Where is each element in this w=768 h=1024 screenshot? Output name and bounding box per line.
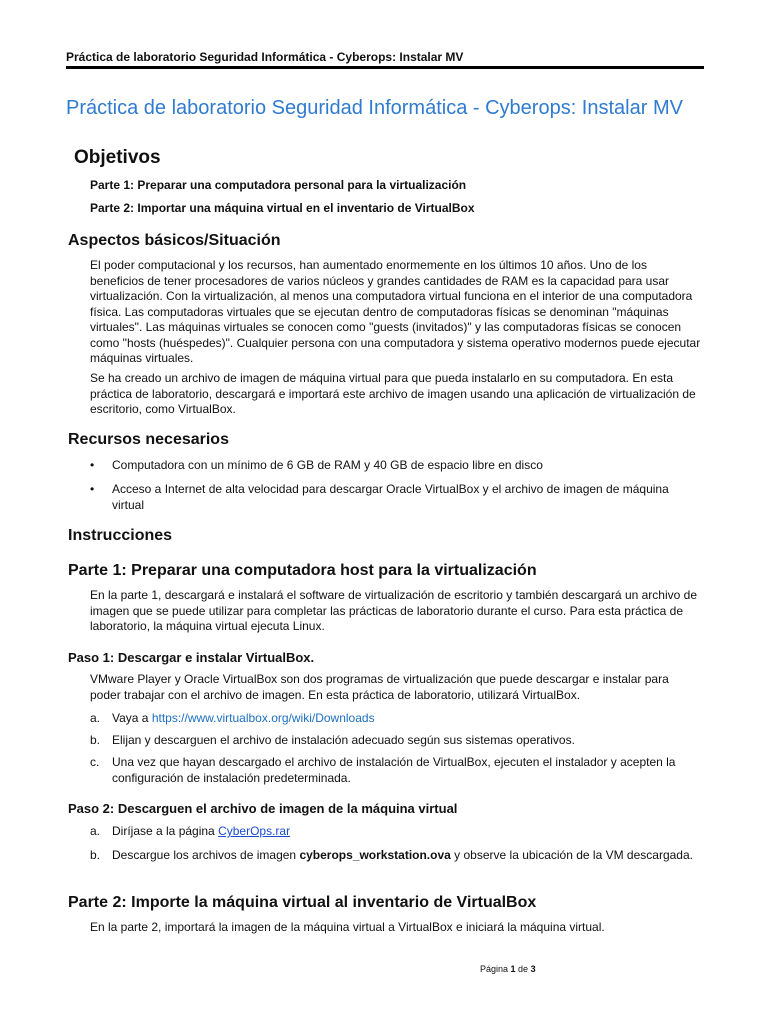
list-marker: a.: [90, 711, 101, 725]
virtualbox-downloads-link[interactable]: https://www.virtualbox.org/wiki/Downloads: [151, 711, 375, 725]
step-2-heading: Paso 2: Descarguen el archivo de imagen de la máquina virtual: [68, 801, 458, 816]
resources-heading: Recursos necesarios: [68, 431, 229, 448]
resource-item-text: Acceso a Internet de alta velocidad para descargar Oracle VirtualBox y el archivo de imagen de máquina virtual: [112, 482, 669, 512]
step-1-intro: VMware Player y Oracle VirtualBox son dos programas de virtualización que puede descargar e instalar para poder trabajar con el archivo de imagen. En esta práctica de laboratorio, utilizará VirtualBox.: [90, 672, 669, 702]
background-paragraph-2: Se ha creado un archivo de imagen de máquina virtual para que pueda instalarlo en su computadora. En esta práctica de laboratorio, descargará e importará este archivo de imagen usando una aplicación de virtualización de escritorio, como VirtualBox.: [90, 371, 696, 416]
ova-filename: cyberops_workstation.ova: [299, 848, 451, 862]
step-1-heading: Paso 1: Descargar e instalar VirtualBox.: [68, 650, 315, 665]
cyberops-rar-link[interactable]: CyberOps.rar: [218, 824, 291, 838]
list-marker: b.: [90, 733, 101, 747]
list-marker: a.: [90, 824, 101, 838]
background-heading: Aspectos básicos/Situación: [68, 232, 281, 249]
instructions-heading: Instrucciones: [68, 527, 173, 544]
total-pages-number: 3: [530, 964, 536, 974]
document-title: Práctica de laboratorio Seguridad Informática - Cyberops: Instalar MV: [66, 97, 683, 119]
step-2-item-b-label: Descargue los archivos de imagen: [112, 848, 300, 862]
resource-item-text: Computadora con un mínimo de 6 GB de RAM y 40 GB de espacio libre en disco: [112, 458, 543, 472]
objective-part-2: Parte 2: Importar una máquina virtual en el inventario de VirtualBox: [90, 201, 475, 215]
objective-part-1: Parte 1: Preparar una computadora personal para la virtualización: [90, 178, 467, 192]
step-2-item-a-text: [112, 824, 702, 840]
part-2-intro: En la parte 2, importará la imagen de la máquina virtual a VirtualBox e iniciará la máquina virtual.: [90, 920, 605, 934]
list-marker: b.: [90, 848, 101, 862]
running-header: Práctica de laboratorio Seguridad Informática - Cyberops: Instalar MV: [66, 50, 464, 64]
part-1-intro: En la parte 1, descargará e instalará el software de virtualización de escritorio y también descargará un archivo de imagen que se puede utilizar para completar las prácticas de laboratorio durante el curso. Para esta práctica de laboratorio, la máquina virtual ejecuta Linux.: [90, 588, 697, 633]
current-page-number: 1: [510, 964, 516, 974]
bullet-icon: •: [90, 458, 95, 472]
background-paragraph-1: El poder computacional y los recursos, han aumentado enormemente en los últimos 10 años. Uno de los beneficios de tener procesadores de varios núcleos y grandes cantidades de RAM es la capacidad para usar virtualización. Con la virtualización, al menos una computadora virtual funciona en el interior de una computadora física. Las computadoras virtuales que se ejecutan dentro de computadoras físicas se denominan "máquinas virtuales". Las máquinas virtuales se conocen como "guests (invitados)" y las computadoras físicas se conocen como "hosts (huéspedes)". Cualquier persona con una computadora y sistema operativo modernos puede ejecutar máquinas virtuales.: [90, 258, 701, 365]
page-footer: [480, 964, 536, 974]
objectives-heading: Objetivos: [74, 147, 161, 168]
header-rule: [66, 66, 704, 69]
part-2-heading: Parte 2: Importe la máquina virtual al inventario de VirtualBox: [68, 894, 537, 911]
step-2-item-b-suffix: y observe la ubicación de la VM descargada.: [450, 848, 693, 862]
step-1-item-c-text: Una vez que hayan descargado el archivo de instalación de VirtualBox, ejecuten el instalador y acepten la configuración de instalación predeterminada.: [112, 755, 676, 785]
part-1-heading: Parte 1: Preparar una computadora host para la virtualización: [68, 562, 537, 579]
step-2-item-b-text: [112, 848, 702, 864]
step-2-item-a-label: Diríjase a la página: [112, 824, 219, 838]
bullet-icon: •: [90, 482, 95, 496]
step-1-item-a-text: [112, 711, 702, 727]
step-1-item-a-label: Vaya a: [112, 711, 152, 725]
page-label: Página: [480, 964, 511, 974]
list-marker: c.: [90, 755, 100, 769]
of-label: de: [515, 964, 531, 974]
step-1-item-b-text: Elijan y descarguen el archivo de instalación adecuado según sus sistemas operativos.: [112, 733, 575, 747]
